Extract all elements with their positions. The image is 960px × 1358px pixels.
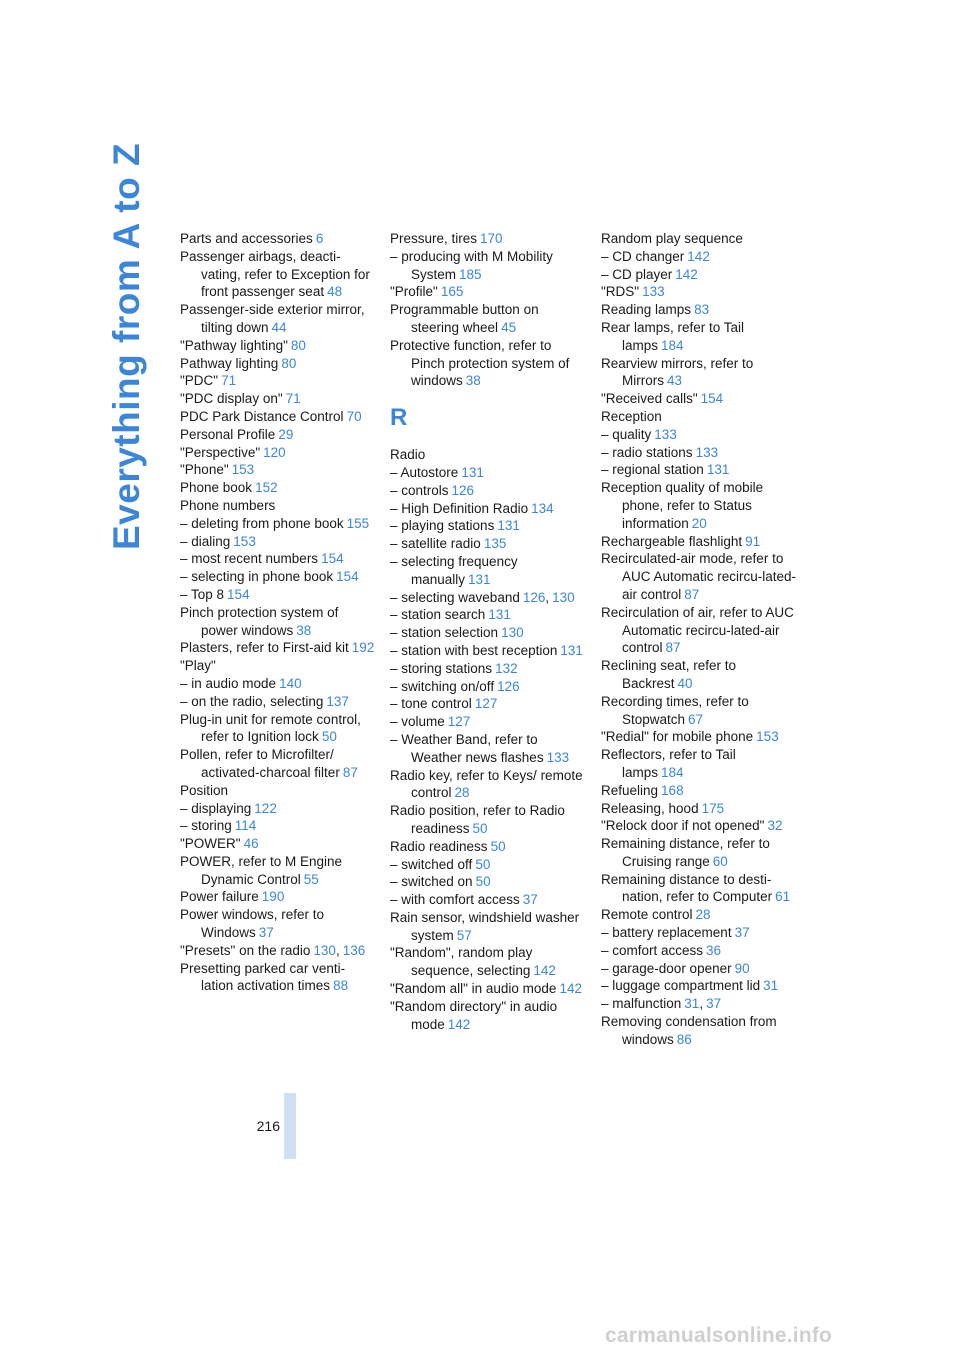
page-link[interactable]: 142 (533, 963, 556, 979)
index-entry-text: "Presets" on the radio (180, 942, 311, 958)
index-entry-text: Reclining seat, refer to Backrest (601, 658, 737, 691)
index-entry (390, 464, 586, 482)
page-link[interactable]: 43 (667, 373, 683, 389)
page-link[interactable]: 44 (271, 319, 287, 335)
index-entry (180, 568, 376, 586)
index-entry (180, 533, 376, 551)
page-link[interactable]: 50 (472, 820, 488, 836)
index-entry (180, 746, 376, 782)
page-link[interactable]: 142 (675, 266, 698, 282)
index-entry-text: – with comfort access (390, 892, 520, 908)
index-entry (180, 639, 376, 657)
index-entry-text: – dialing (180, 533, 231, 549)
index-entry (180, 248, 376, 301)
index-entry (180, 408, 376, 426)
index-entry (390, 731, 586, 767)
page-link[interactable]: 142 (559, 981, 582, 997)
page-link[interactable]: 126 (497, 678, 520, 694)
index-entry (601, 301, 797, 319)
section-letter: R (390, 404, 408, 432)
index-entry-text: Radio position, refer to Radio readiness (390, 803, 565, 836)
index-entry (180, 444, 376, 462)
page-link[interactable]: 131 (488, 607, 511, 623)
page-link[interactable]: 29 (278, 426, 294, 442)
page-link[interactable]: 67 (688, 711, 704, 727)
page-link[interactable]: 153 (233, 533, 256, 549)
page-link[interactable]: 133 (695, 444, 719, 460)
index-entry (390, 980, 586, 998)
index-entry-text: "Play" (180, 658, 216, 674)
page-link[interactable]: 175 (701, 800, 725, 816)
index-entry (390, 517, 586, 535)
index-entry (390, 248, 586, 284)
index-entry-text: – quality (601, 426, 652, 442)
index-entry (601, 604, 797, 657)
page-link[interactable]: 154 (321, 551, 344, 567)
index-entry (390, 909, 586, 945)
page-link[interactable]: 153 (231, 462, 255, 478)
page-link[interactable]: 83 (694, 302, 710, 318)
page-link[interactable]: 184 (661, 337, 684, 353)
index-entry-text: – switched off (390, 856, 473, 872)
index-entry-text: Rechargeable flashlight (601, 533, 743, 549)
index-entry-text: – switching on/off (390, 678, 495, 694)
index-entry (180, 479, 376, 497)
page-link[interactable]: 131 (461, 464, 484, 480)
page-link[interactable]: 142 (447, 1016, 471, 1032)
index-entry (180, 355, 376, 373)
page-link[interactable]: 71 (285, 391, 301, 407)
page-link[interactable]: 71 (221, 373, 237, 389)
page-link[interactable]: 155 (346, 515, 370, 531)
index-entry-text: Recirculation of air, refer to AUC Automatic recircu-lated-air control (601, 604, 794, 656)
page-link[interactable]: 38 (465, 373, 481, 389)
index-entry-text: "Random", random play sequence, selecting (390, 945, 533, 979)
index-entry-text: Rear lamps, refer to Tail lamps (601, 319, 745, 353)
index-entry-text: "Random all" in audio mode (390, 981, 557, 997)
index-entry (180, 800, 376, 818)
index-entry (180, 426, 376, 444)
index-entry (390, 482, 586, 500)
index-entry-text: – in audio mode (180, 675, 277, 691)
index-entry (180, 586, 376, 604)
page-link[interactable]: 87 (342, 764, 358, 780)
page-link[interactable]: 6 (315, 231, 324, 246)
index-entry (180, 461, 376, 479)
page-link[interactable]: 28 (695, 907, 711, 923)
page-link[interactable]: 190 (261, 889, 285, 905)
index-entry-text: PDC Park Distance Control (180, 408, 344, 424)
page-link[interactable]: 90 (734, 960, 750, 976)
page-link[interactable]: 70 (346, 408, 362, 424)
index-entry (601, 444, 797, 462)
index-entry (601, 871, 797, 907)
index-entry (180, 853, 376, 889)
index-entry (180, 337, 376, 355)
index-entry-text: Plasters, refer to First-aid kit (180, 640, 349, 656)
index-entry-text: – selecting frequency manually (390, 553, 518, 587)
index-entry-text: – displaying (180, 800, 252, 816)
page-link[interactable]: 50 (475, 874, 491, 890)
index-entry-text: Presetting parked car venti-lation activation times (180, 960, 346, 994)
index-entry (180, 301, 376, 337)
index-entry (390, 944, 586, 980)
index-entry (601, 266, 797, 284)
index-entry (601, 230, 797, 248)
index-entry-text: Pressure, tires (390, 231, 478, 246)
index-entry (601, 906, 797, 924)
index-entry-text: Remaining distance, refer to Cruising range (601, 836, 770, 869)
index-entry-text: POWER, refer to M Engine Dynamic Control (180, 853, 343, 887)
index-column-3 (601, 230, 797, 1049)
page-link[interactable]: 126 (451, 482, 475, 498)
index-entry (390, 660, 586, 678)
index-entry (390, 301, 586, 337)
page-link[interactable]: 130 (313, 942, 336, 958)
index-entry-text: – station selection (390, 625, 499, 641)
index-entry (180, 906, 376, 942)
index-entry (180, 960, 376, 996)
page-link[interactable]: 87 (684, 586, 700, 602)
index-entry (390, 678, 586, 696)
index-entry (390, 553, 586, 589)
index-entry (601, 248, 797, 266)
index-entry (601, 479, 797, 532)
index-entry-text: Position (180, 782, 229, 798)
index-entry-text: – deleting from phone book (180, 515, 344, 531)
page-number: 216 (256, 1118, 280, 1134)
index-entry-text: "PDC display on" (180, 391, 283, 407)
index-entry (601, 800, 797, 818)
index-entry-text: "RDS" (601, 284, 640, 300)
index-entry-text: "Relock door if not opened" (601, 818, 765, 834)
page-link[interactable]: 154 (227, 586, 250, 602)
index-entry-text: – High Definition Radio (390, 500, 529, 516)
index-entry (390, 624, 586, 642)
index-entry-text: – most recent numbers (180, 551, 319, 567)
index-entry-text: "Phone" (180, 462, 229, 478)
page-link[interactable]: 37 (258, 925, 274, 941)
page-link[interactable]: 40 (677, 675, 693, 691)
page-link[interactable]: 31 (684, 996, 700, 1012)
page-link[interactable]: 133 (546, 749, 570, 765)
page-link[interactable]: 120 (263, 444, 286, 460)
page-link[interactable]: 28 (454, 785, 470, 801)
index-entry (601, 461, 797, 479)
index-entry (390, 606, 586, 624)
page-link[interactable]: 88 (333, 978, 349, 994)
index-entry: – selecting waveband 126, 130 (390, 589, 575, 605)
page-link[interactable]: 114 (234, 818, 257, 834)
page-link[interactable]: 135 (483, 536, 507, 552)
index-entry-text: – radio stations (601, 444, 693, 460)
page-link[interactable]: 170 (480, 231, 503, 246)
page-link[interactable]: 80 (290, 337, 306, 353)
page-link[interactable]: 130 (501, 625, 524, 641)
page-link[interactable]: 127 (447, 714, 471, 730)
index-entry (390, 856, 586, 874)
index-entry (390, 838, 586, 856)
index-entry-text: Reception (601, 408, 662, 424)
index-entry (390, 500, 586, 518)
index-entry (601, 657, 797, 693)
index-entry-text: – station search (390, 607, 486, 623)
page-link[interactable]: 61 (775, 889, 791, 905)
index-entry (601, 693, 797, 729)
page-link[interactable]: 126 (522, 589, 546, 605)
page-link[interactable]: 91 (745, 533, 761, 549)
index-entry-text: – storing stations (390, 660, 493, 676)
index-entry (601, 355, 797, 391)
page-link[interactable]: 152 (255, 480, 278, 496)
watermark: carmanualsonline.info (605, 1324, 833, 1347)
index-entry-text: – satellite radio (390, 536, 481, 552)
index-entry-text: Parts and accessories (180, 231, 313, 246)
index-entry (390, 642, 586, 660)
page-link[interactable]: 154 (700, 391, 724, 407)
index-entry-text: – storing (180, 818, 232, 834)
page-link[interactable]: 45 (501, 319, 517, 335)
page-link[interactable]: 57 (456, 927, 472, 943)
page-link[interactable]: 32 (767, 818, 783, 834)
page-link[interactable]: 131 (497, 518, 520, 534)
index-entry-text: "Redial" for mobile phone (601, 729, 754, 745)
index-entry-text: Personal Profile (180, 426, 276, 442)
index-entry (180, 515, 376, 533)
index-entry-text: Passenger-side exterior mirror, tilting down (180, 302, 365, 335)
index-entry (601, 390, 797, 408)
index-entry (601, 960, 797, 978)
index-entry (180, 675, 376, 693)
page-link[interactable]: 122 (254, 800, 277, 816)
index-entry (180, 693, 376, 711)
index-entry-text: Power failure (180, 889, 259, 905)
index-entry (180, 230, 376, 248)
page-link[interactable]: 165 (440, 284, 464, 300)
index-entry (390, 802, 586, 838)
index-entry-text: Power windows, refer to Windows (180, 907, 325, 941)
index-entry-text: Releasing, hood (601, 800, 699, 816)
page-link[interactable]: 184 (661, 764, 684, 780)
index-entry-text: Pathway lighting (180, 355, 279, 371)
index-entry-text: "Received calls" (601, 391, 698, 407)
index-entry-text: Remaining distance to desti-nation, refer to Computer (601, 871, 773, 905)
index-entry (180, 817, 376, 835)
index-entry-text: Reception quality of mobile phone, refer to Status information (601, 480, 764, 531)
index-entry-text: – Top 8 (180, 586, 225, 602)
index-entry-text: Phone book (180, 480, 253, 496)
index-entry (180, 835, 376, 853)
index-entry-text: – producing with M Mobility System (390, 248, 553, 282)
index-entry (601, 977, 797, 995)
index-entry (601, 817, 797, 835)
index-entry (180, 390, 376, 408)
index-entry-text: – CD changer (601, 248, 685, 264)
index-entry-text: Plug-in unit for remote control, refer to Ignition lock (180, 711, 361, 745)
index-entry-text: Radio (390, 447, 426, 463)
index-entry-text: "Profile" (390, 284, 438, 300)
index-entry (390, 713, 586, 731)
index-entry-text: – malfunction (601, 996, 682, 1012)
index-entry-text: Radio key, refer to Keys/ remote control (390, 767, 583, 801)
index-entry (180, 782, 376, 800)
index-entry-text: "Pathway lighting" (180, 337, 288, 353)
index-entry-text: Radio readiness (390, 838, 488, 854)
index-entry-text: "POWER" (180, 836, 241, 852)
index-column-2 (390, 230, 586, 1033)
index-entry (601, 426, 797, 444)
side-title-text: Everything from A to Z (106, 142, 147, 550)
page-number-bar (284, 1093, 296, 1159)
index-entry-text: "PDC" (180, 373, 219, 389)
index-entry-text: – selecting waveband (390, 589, 520, 605)
page-link[interactable]: 38 (296, 622, 312, 638)
index-entry (601, 283, 797, 301)
index-entry-text: – station with best reception (390, 642, 558, 658)
page-link[interactable]: 136 (342, 942, 366, 958)
index-entry (180, 604, 376, 640)
index-entry (390, 337, 586, 390)
index-entry (390, 446, 586, 464)
index-entry (390, 283, 586, 301)
index-entry-text: – on the radio, selecting (180, 693, 324, 709)
page-link[interactable]: 31 (763, 978, 779, 994)
page-link[interactable]: 142 (687, 248, 710, 264)
index-entry-text: – luggage compartment lid (601, 978, 761, 994)
index-entry (390, 998, 586, 1034)
index-entry (601, 408, 797, 426)
index-entry-text: – playing stations (390, 518, 495, 534)
index-entry-text: – Weather Band, refer to Weather news flashes (390, 731, 544, 765)
index-entry (180, 888, 376, 906)
index-entry (180, 497, 376, 515)
index-entry (601, 1013, 797, 1049)
page-link[interactable]: 48 (327, 284, 343, 300)
page-link[interactable]: 60 (712, 853, 728, 869)
page-link[interactable]: 133 (654, 426, 677, 442)
page-link[interactable]: 86 (676, 1031, 692, 1047)
index-entry-text: – switched on (390, 874, 473, 890)
index-entry (180, 657, 376, 675)
index-entry-text: Phone numbers (180, 497, 276, 513)
index-entry-text: Passenger airbags, deacti-vating, refer to Exception for front passenger seat (180, 248, 370, 300)
index-entry-text: Random play sequence (601, 231, 743, 246)
page-link[interactable]: 132 (495, 660, 518, 676)
index-entry-text: – regional station (601, 462, 704, 478)
index-entry-text: – selecting in phone book (180, 569, 334, 585)
index-entry: "Presets" on the radio 130, 136 (180, 942, 366, 958)
side-title (0, 0, 160, 560)
page-link[interactable]: 50 (475, 856, 491, 872)
index-entry-text: – Autostore (390, 464, 459, 480)
page-link[interactable]: 127 (474, 696, 498, 712)
page-link[interactable]: 131 (706, 462, 730, 478)
index-entry (601, 728, 797, 746)
page-link[interactable]: 80 (281, 355, 297, 371)
page-link[interactable]: 192 (351, 640, 375, 656)
page-link[interactable]: 133 (642, 284, 665, 300)
page-link[interactable]: 134 (531, 500, 554, 516)
page-link[interactable]: 131 (468, 571, 491, 587)
index-entry (390, 767, 586, 803)
index-entry-text: "Perspective" (180, 444, 261, 460)
index-entry-text: – tone control (390, 696, 472, 712)
page-link[interactable]: 20 (691, 515, 707, 531)
page-link[interactable]: 137 (326, 693, 349, 709)
index-entry (601, 533, 797, 551)
index-entry (601, 835, 797, 871)
index-entry-text: – volume (390, 714, 445, 730)
index-entry (390, 873, 586, 891)
page-link[interactable]: 140 (279, 675, 302, 691)
index-entry (390, 695, 586, 713)
page-link[interactable]: 37 (734, 925, 750, 941)
index-entry (180, 550, 376, 568)
index-entry-text: Remote control (601, 907, 693, 923)
index-entry-text: Pollen, refer to Microfilter/ activated-charcoal filter (180, 747, 340, 780)
index-entry-text: Reflectors, refer to Tail lamps (601, 747, 736, 780)
index-entry-text: Removing condensation from windows (601, 1014, 777, 1047)
index-entry-text: Refueling (601, 782, 659, 798)
index-column-1 (180, 230, 376, 995)
index-entry (601, 942, 797, 960)
page-link[interactable]: 37 (706, 996, 722, 1012)
index-entry-text: Recording times, refer to Stopwatch (601, 693, 749, 727)
index-entry-text: Rearview mirrors, refer to Mirrors (601, 355, 754, 389)
page-link[interactable]: 50 (321, 729, 337, 745)
index-entry-text: – garage-door opener (601, 960, 732, 976)
index-entry-text: – controls (390, 482, 449, 498)
page-link[interactable]: 153 (756, 729, 779, 745)
page-link[interactable]: 87 (665, 640, 681, 656)
index-entry (601, 924, 797, 942)
index-entry-text: Recirculated-air mode, refer to AUC Automatic recircu-lated-air control (601, 551, 797, 602)
page-link[interactable]: 168 (661, 782, 684, 798)
index-entry-text: – CD player (601, 266, 673, 282)
index-entry: – malfunction 31, 37 (601, 996, 722, 1012)
page-link[interactable]: 37 (522, 892, 538, 908)
index-entry-text: Rain sensor, windshield washer system (390, 909, 580, 943)
index-entry (601, 782, 797, 800)
index-entry-text: Protective function, refer to Pinch protection system of windows (390, 337, 570, 389)
page-link[interactable]: 55 (303, 871, 319, 887)
page-link[interactable]: 36 (706, 942, 722, 958)
page-link[interactable]: 154 (336, 569, 359, 585)
index-entry-text: "Random directory" in audio mode (390, 998, 558, 1032)
index-entry (180, 711, 376, 747)
index-entry (390, 230, 586, 248)
index-entry-text: Programmable button on steering wheel (390, 302, 539, 335)
index-entry-text: – comfort access (601, 942, 704, 958)
index-entry (180, 372, 376, 390)
index-entry-text: Pinch protection system of power windows (180, 604, 339, 638)
index-entry (601, 746, 797, 782)
index-entry (390, 891, 586, 909)
page-link[interactable]: 130 (552, 589, 575, 605)
index-entry-text: Reading lamps (601, 302, 692, 318)
page-link[interactable]: 50 (490, 838, 506, 854)
page-link[interactable]: 185 (459, 266, 482, 282)
page-link[interactable]: 131 (560, 642, 583, 658)
index-entry (601, 319, 797, 355)
index-entry (390, 535, 586, 553)
index-entry (601, 550, 797, 603)
index-entry-text: – battery replacement (601, 925, 732, 941)
page-link[interactable]: 46 (243, 836, 259, 852)
